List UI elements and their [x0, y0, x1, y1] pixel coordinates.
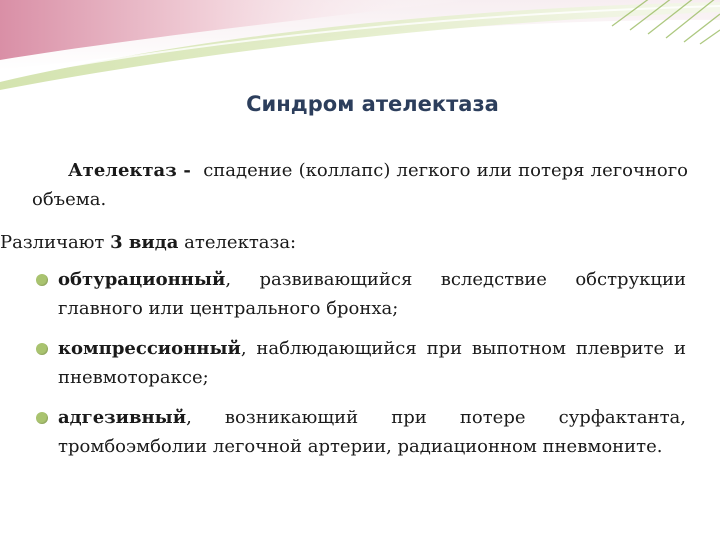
list-item-adhesive: [58, 403, 686, 461]
bullet-text: , возникающий при потере сурфактанта, тромбоэмболии легочной артерии, радиационном пневмоните.: [58, 407, 686, 457]
definition-text: спадение (коллапс) легкого или потеря легочного объема.: [32, 160, 688, 210]
bullet-text: , наблюдающийся при выпотном плеврите и пневмотораксе;: [58, 338, 686, 388]
bullet-dot-icon: [36, 343, 48, 355]
list-item-compression: [58, 334, 686, 392]
kinds-count: 3 вида: [110, 232, 179, 253]
slide-title: Синдром ателектаза: [246, 92, 499, 116]
kinds-prefix: Различают: [0, 232, 105, 253]
kinds-intro: [0, 228, 720, 257]
bullet-text: , развивающийся вследствие обструкции главного или центрального бронха;: [58, 269, 686, 319]
list-item-obturative: [58, 265, 686, 323]
definition-paragraph: [32, 156, 688, 214]
kinds-suffix: ателектаза:: [184, 232, 297, 253]
bullet-dot-icon: [36, 274, 48, 286]
definition-term: Ателектаз -: [68, 160, 191, 181]
bullet-term: адгезивный: [58, 407, 187, 428]
bullet-term: компрессионный: [58, 338, 241, 359]
bullet-term: обтурационный: [58, 269, 226, 290]
bullet-dot-icon: [36, 412, 48, 424]
